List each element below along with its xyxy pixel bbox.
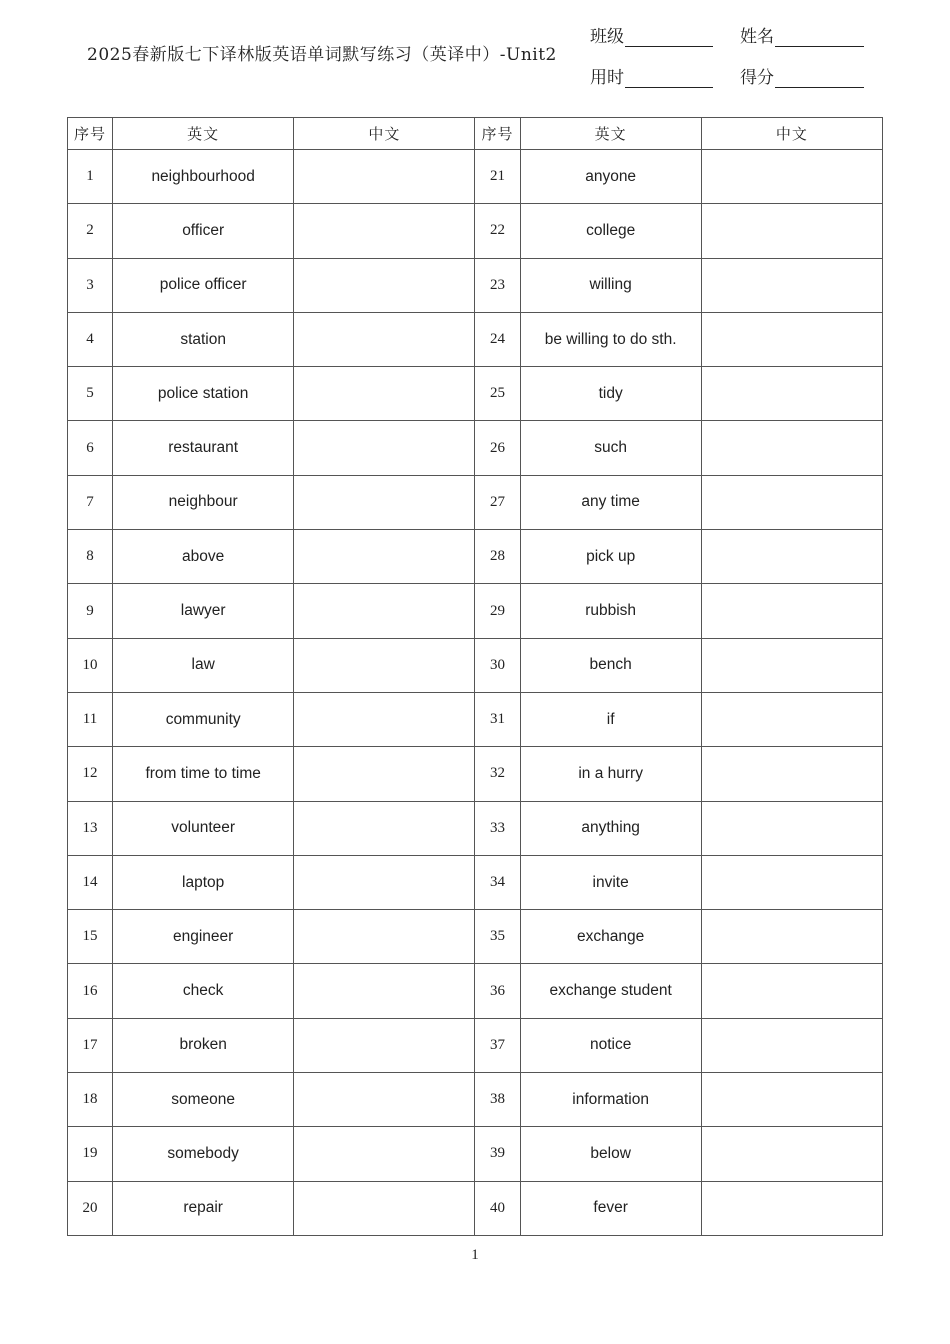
- chinese-answer-right[interactable]: [701, 530, 882, 584]
- score-label: 得分: [740, 68, 774, 88]
- english-word-right: anything: [520, 801, 701, 855]
- item-number-right: 23: [475, 258, 520, 312]
- item-number-left: 6: [68, 421, 113, 475]
- item-number-left: 4: [68, 312, 113, 366]
- item-number-right: 39: [475, 1127, 520, 1181]
- chinese-answer-right[interactable]: [701, 312, 882, 366]
- score-field: [740, 63, 864, 88]
- table-row: [68, 1018, 883, 1072]
- name-field: [740, 22, 864, 47]
- english-word-right: any time: [520, 475, 701, 529]
- chinese-answer-left[interactable]: [294, 855, 475, 909]
- item-number-right: 33: [475, 801, 520, 855]
- english-word-left: engineer: [113, 910, 294, 964]
- table-row: [68, 530, 883, 584]
- table-row: [68, 421, 883, 475]
- table-row: [68, 1073, 883, 1127]
- english-word-left: repair: [113, 1181, 294, 1235]
- english-word-left: laptop: [113, 855, 294, 909]
- english-word-right: anyone: [520, 150, 701, 204]
- item-number-right: 28: [475, 530, 520, 584]
- chinese-answer-left[interactable]: [294, 258, 475, 312]
- chinese-answer-right[interactable]: [701, 692, 882, 746]
- english-word-left: officer: [113, 204, 294, 258]
- item-number-left: 1: [68, 150, 113, 204]
- item-number-right: 36: [475, 964, 520, 1018]
- item-number-left: 12: [68, 747, 113, 801]
- chinese-answer-left[interactable]: [294, 1073, 475, 1127]
- item-number-right: 24: [475, 312, 520, 366]
- item-number-left: 3: [68, 258, 113, 312]
- english-word-right: in a hurry: [520, 747, 701, 801]
- chinese-answer-right[interactable]: [701, 855, 882, 909]
- time-blank[interactable]: [625, 71, 713, 88]
- chinese-answer-right[interactable]: [701, 747, 882, 801]
- chinese-answer-right[interactable]: [701, 964, 882, 1018]
- chinese-answer-left[interactable]: [294, 747, 475, 801]
- english-word-right: invite: [520, 855, 701, 909]
- item-number-left: 17: [68, 1018, 113, 1072]
- class-field: [590, 22, 713, 47]
- english-word-right: bench: [520, 638, 701, 692]
- chinese-answer-right[interactable]: [701, 801, 882, 855]
- english-word-right: if: [520, 692, 701, 746]
- chinese-answer-left[interactable]: [294, 475, 475, 529]
- table-row: [68, 475, 883, 529]
- header-chinese-right: 中文: [701, 118, 882, 150]
- english-word-left: above: [113, 530, 294, 584]
- english-word-left: police station: [113, 367, 294, 421]
- time-label: 用时: [590, 68, 624, 88]
- english-word-left: lawyer: [113, 584, 294, 638]
- item-number-right: 38: [475, 1073, 520, 1127]
- table-row: [68, 584, 883, 638]
- chinese-answer-right[interactable]: [701, 1181, 882, 1235]
- item-number-left: 19: [68, 1127, 113, 1181]
- class-label: 班级: [590, 27, 624, 47]
- english-word-left: somebody: [113, 1127, 294, 1181]
- item-number-right: 29: [475, 584, 520, 638]
- item-number-right: 37: [475, 1018, 520, 1072]
- english-word-left: volunteer: [113, 801, 294, 855]
- item-number-right: 21: [475, 150, 520, 204]
- english-word-left: law: [113, 638, 294, 692]
- chinese-answer-right[interactable]: [701, 475, 882, 529]
- class-blank[interactable]: [625, 30, 713, 47]
- table-row: [68, 258, 883, 312]
- page-title: 2025春新版七下译林版英语单词默写练习（英译中）-Unit2: [87, 45, 557, 65]
- english-word-right: below: [520, 1127, 701, 1181]
- chinese-answer-left[interactable]: [294, 1018, 475, 1072]
- item-number-right: 22: [475, 204, 520, 258]
- chinese-answer-right[interactable]: [701, 258, 882, 312]
- chinese-answer-left[interactable]: [294, 530, 475, 584]
- item-number-right: 32: [475, 747, 520, 801]
- english-word-right: such: [520, 421, 701, 475]
- english-word-right: rubbish: [520, 584, 701, 638]
- table-row: [68, 638, 883, 692]
- chinese-answer-right[interactable]: [701, 910, 882, 964]
- time-field: [590, 63, 713, 88]
- item-number-left: 13: [68, 801, 113, 855]
- english-word-left: from time to time: [113, 747, 294, 801]
- table-row: [68, 367, 883, 421]
- english-word-right: notice: [520, 1018, 701, 1072]
- item-number-right: 30: [475, 638, 520, 692]
- item-number-left: 15: [68, 910, 113, 964]
- item-number-right: 27: [475, 475, 520, 529]
- english-word-left: neighbour: [113, 475, 294, 529]
- item-number-left: 5: [68, 367, 113, 421]
- score-blank[interactable]: [775, 71, 864, 88]
- english-word-right: willing: [520, 258, 701, 312]
- english-word-right: exchange: [520, 910, 701, 964]
- page-number: 1: [471, 1247, 479, 1263]
- chinese-answer-right[interactable]: [701, 1127, 882, 1181]
- item-number-left: 2: [68, 204, 113, 258]
- item-number-right: 40: [475, 1181, 520, 1235]
- table-row: [68, 1181, 883, 1235]
- table-row: [68, 801, 883, 855]
- table-row: [68, 204, 883, 258]
- english-word-left: restaurant: [113, 421, 294, 475]
- item-number-right: 35: [475, 910, 520, 964]
- chinese-answer-right[interactable]: [701, 1018, 882, 1072]
- header-chinese-left: 中文: [294, 118, 475, 150]
- item-number-right: 25: [475, 367, 520, 421]
- item-number-left: 14: [68, 855, 113, 909]
- chinese-answer-right[interactable]: [701, 421, 882, 475]
- chinese-answer-left[interactable]: [294, 150, 475, 204]
- header-english-left: 英文: [113, 118, 294, 150]
- english-word-right: pick up: [520, 530, 701, 584]
- english-word-left: check: [113, 964, 294, 1018]
- english-word-left: neighbourhood: [113, 150, 294, 204]
- table-header-row: [68, 118, 883, 150]
- table-body: [68, 150, 883, 1236]
- item-number-left: 7: [68, 475, 113, 529]
- chinese-answer-right[interactable]: [701, 204, 882, 258]
- chinese-answer-right[interactable]: [701, 638, 882, 692]
- table-row: [68, 910, 883, 964]
- chinese-answer-left[interactable]: [294, 584, 475, 638]
- chinese-answer-right[interactable]: [701, 150, 882, 204]
- item-number-left: 16: [68, 964, 113, 1018]
- chinese-answer-left[interactable]: [294, 204, 475, 258]
- chinese-answer-right[interactable]: [701, 367, 882, 421]
- chinese-answer-left[interactable]: [294, 910, 475, 964]
- english-word-right: fever: [520, 1181, 701, 1235]
- chinese-answer-left[interactable]: [294, 1127, 475, 1181]
- english-word-left: station: [113, 312, 294, 366]
- table-row: [68, 964, 883, 1018]
- chinese-answer-left[interactable]: [294, 367, 475, 421]
- chinese-answer-left[interactable]: [294, 421, 475, 475]
- chinese-answer-right[interactable]: [701, 1073, 882, 1127]
- chinese-answer-left[interactable]: [294, 312, 475, 366]
- table-row: [68, 1127, 883, 1181]
- vocabulary-table: [67, 117, 883, 1236]
- item-number-left: 8: [68, 530, 113, 584]
- english-word-left: community: [113, 692, 294, 746]
- item-number-right: 34: [475, 855, 520, 909]
- english-word-right: college: [520, 204, 701, 258]
- item-number-right: 26: [475, 421, 520, 475]
- item-number-left: 10: [68, 638, 113, 692]
- english-word-left: broken: [113, 1018, 294, 1072]
- table-row: [68, 312, 883, 366]
- chinese-answer-left[interactable]: [294, 801, 475, 855]
- header-number-left: 序号: [68, 118, 113, 150]
- table-row: [68, 855, 883, 909]
- english-word-right: be willing to do sth.: [520, 312, 701, 366]
- chinese-answer-left[interactable]: [294, 1181, 475, 1235]
- table-row: [68, 692, 883, 746]
- item-number-left: 11: [68, 692, 113, 746]
- chinese-answer-left[interactable]: [294, 692, 475, 746]
- item-number-left: 9: [68, 584, 113, 638]
- english-word-left: someone: [113, 1073, 294, 1127]
- english-word-right: tidy: [520, 367, 701, 421]
- english-word-right: information: [520, 1073, 701, 1127]
- name-blank[interactable]: [775, 30, 864, 47]
- english-word-right: exchange student: [520, 964, 701, 1018]
- chinese-answer-left[interactable]: [294, 964, 475, 1018]
- english-word-left: police officer: [113, 258, 294, 312]
- table-row: [68, 150, 883, 204]
- name-label: 姓名: [740, 27, 774, 47]
- item-number-left: 20: [68, 1181, 113, 1235]
- chinese-answer-left[interactable]: [294, 638, 475, 692]
- table-row: [68, 747, 883, 801]
- item-number-right: 31: [475, 692, 520, 746]
- chinese-answer-right[interactable]: [701, 584, 882, 638]
- header-number-right: 序号: [475, 118, 520, 150]
- header-english-right: 英文: [520, 118, 701, 150]
- item-number-left: 18: [68, 1073, 113, 1127]
